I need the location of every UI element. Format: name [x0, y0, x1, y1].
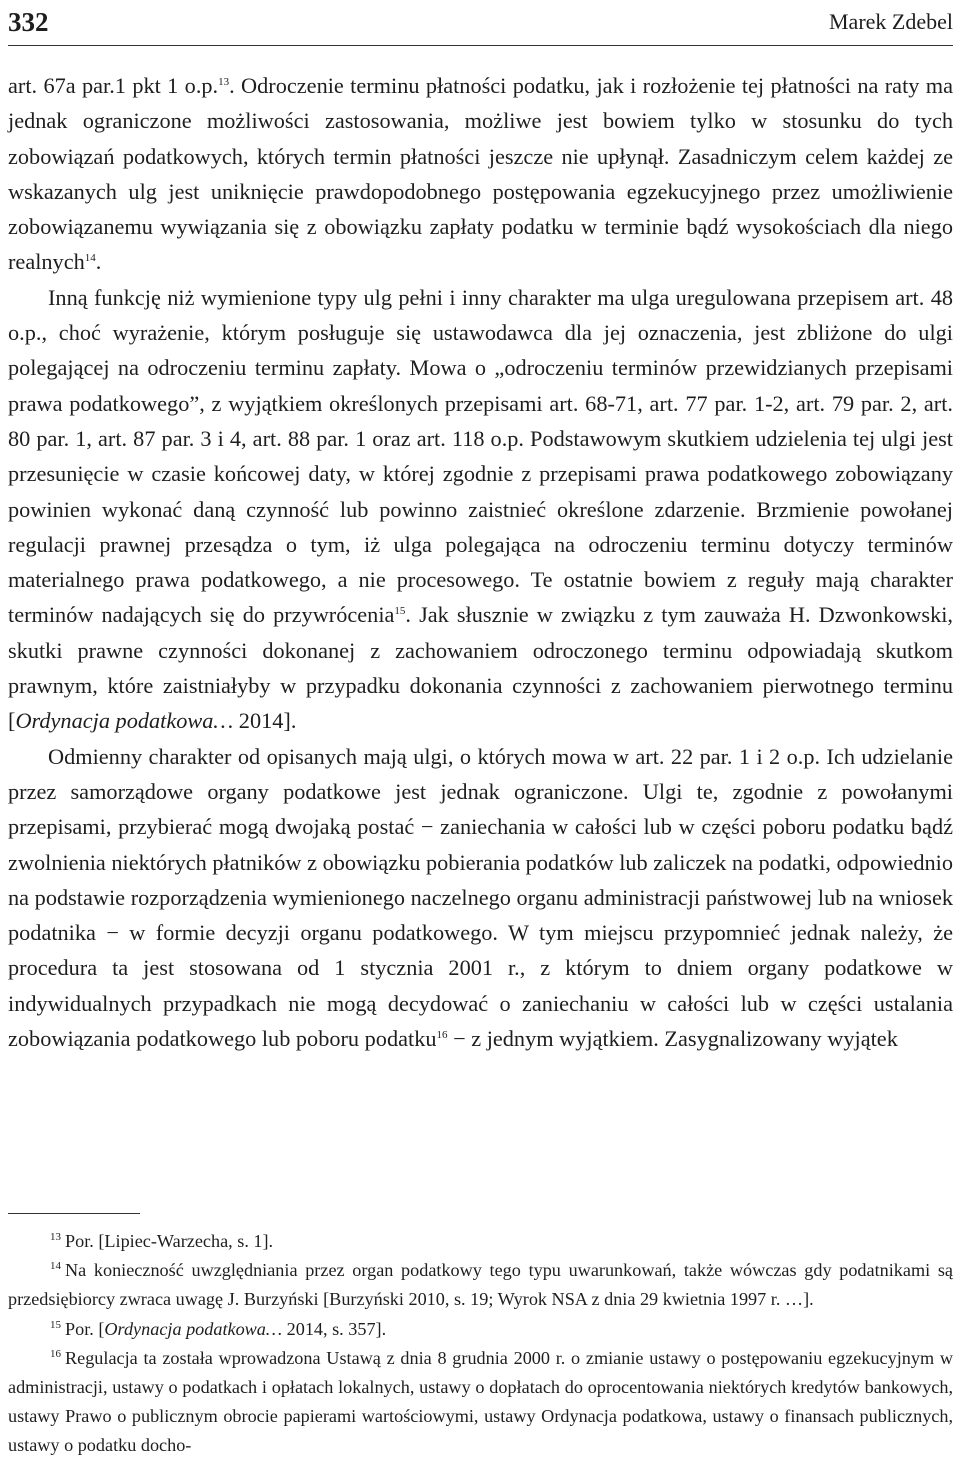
text-run: art. 67a par.1 pkt 1 o.p.: [8, 73, 219, 98]
footnote-reference: 13: [218, 76, 230, 88]
text-run: Na konieczność uwzględniania przez organ podatkowy tego typu uwarunkowań, także wówczas gdy podatnikami są przedsiębiorcy zwraca uwagę J. Burzyński [Burzyński 2010, s. 19; Wyrok NSA z dnia 29 kwietnia 1997 r. …].: [8, 1260, 953, 1310]
text-run: Por. [Lipiec-Warzecha, s. 1].: [65, 1231, 274, 1251]
page-header: [8, 2, 953, 46]
footnote: [8, 1256, 953, 1314]
footnote-number: 14: [50, 1260, 61, 1273]
text-run: − z jednym wyjątkiem. Zasygnalizowany wyjątek: [447, 1026, 898, 1052]
footnote-number: 15: [50, 1318, 61, 1331]
paragraph: [8, 739, 953, 1057]
footnote-reference: 14: [84, 252, 96, 265]
italic-citation: Ordynacja podatkowa…: [15, 708, 234, 734]
body-text: [8, 68, 953, 1056]
paragraph: [8, 280, 953, 739]
footnote-number: 16: [50, 1347, 61, 1360]
text-run: . Odroczenie terminu płatności podatku, jak i rozłożenie tej płatności na raty ma jednak ograniczone możliwości zastosowania, możliwe jest bowiem tylko w stosunku do tych zobowiązań podatkowych, których termin płatności jeszcze nie upłynął. Zasadniczym celem każdej ze wskazanych ulg jest uniknięcie prawdopodobnego postępowania egzekucyjnego przez umożliwienie zobowiązanemu wywiązania się z obowiązku zapłaty podatku w terminie bądź wysokościach dla niego realnych: [8, 73, 954, 275]
text-run: Por. [: [65, 1318, 105, 1339]
footnote-reference: 16: [436, 1029, 448, 1042]
footnote-reference: 15: [394, 605, 406, 618]
footnotes: [8, 1227, 953, 1461]
text-run: . Jak słusznie w związku z tym zauważa H. Dzwonkowski, skutki prawne czynności dokonanej z zachowaniem odroczonego terminu odpowiadają skutkom prawnym, które zaistniałyby w przypadku dokonania czynności z zachowaniem pierwotnego terminu [: [8, 602, 953, 734]
footnote-number: 13: [50, 1231, 61, 1243]
text-run: Odmienny charakter od opisanych mają ulgi, o których mowa w art. 22 par. 1 i 2 o.p. Ich udzielanie przez samorządowe organy podatkowe jest jednak ograniczone. Ulgi te, zgodnie z powołanymi przepisami, przybierać mogą dwojaką postać − zaniechania w całości lub w części poboru podatku bądź zwolnienia niektórych płatników z obowiązku pobierania podatków lub zaliczek na podatki, odpowiednio na podstawie rozporządzenia wymienionego naczelnego organu administracji państwowej lub na wniosek podatnika − w formie decyzji organu podatkowego. W tym miejscu przypomnieć jednak należy, że procedura ta jest stosowana od 1 stycznia 2001 r., z którym to dniem organy podatkowe w indywidualnych przypadkach nie mogą decydować o zaniechaniu w całości lub w części ustalania zobowiązania podatkowego lub poboru podatku: [8, 743, 953, 1052]
page-number: 332: [8, 7, 49, 37]
running-head-author: Marek Zdebel: [829, 9, 953, 34]
text-run: 2014, s. 357].: [282, 1318, 387, 1339]
footnote: [8, 1227, 953, 1256]
footnote: [8, 1315, 953, 1344]
text-run: .: [95, 249, 102, 275]
footnote: [8, 1344, 953, 1461]
footnote-separator: [8, 1213, 140, 1214]
header-rule: [8, 45, 953, 46]
italic-citation: Ordynacja podatkowa…: [104, 1318, 283, 1339]
text-run: Inną funkcję niż wymienione typy ulg pełni i inny charakter ma ulga uregulowana przepisem art. 48 o.p., choć wyrażenie, którym posługuje się ustawodawca dla jej oznaczenia, jest zbliżone do ulgi polegającej na odroczeniu terminu zapłaty. Mowa o „odroczeniu terminów przewidzianych przepisami prawa podatkowego”, z wyjątkiem określonych przepisami art. 68-71, art. 77 par. 1-2, art. 79 par. 2, art. 80 par. 1, art. 87 par. 3 i 4, art. 88 par. 1 oraz art. 118 o.p. Podstawowym skutkiem udzielenia tej ulgi jest przesunięcie w czasie końcowej daty, w której zgodnie z przepisami prawa podatkowego zobowiązany powinien wykonać daną czynność lub powinno zaistnieć określone zdarzenie. Brzmienie powołanej regulacji prawnej przesądza o tym, iż ulga polegająca na odroczeniu terminu dotyczy terminów materialnego prawa podatkowego, a nie procesowego. Te ostatnie bowiem z reguły mają charakter terminów nadających się do przywrócenia: [8, 284, 953, 628]
paragraph: [8, 68, 953, 280]
text-run: 2014].: [233, 708, 297, 734]
text-run: Regulacja ta została wprowadzona Ustawą z dnia 8 grudnia 2000 r. o zmianie ustawy o postępowaniu egzekucyjnym w administracji, ustawy o podatkach i opłatach lokalnych, ustawy o dopłatach do oprocentowania niektórych kredytów bankowych, ustawy Prawo o publicznym obrocie papierami wartościowymi, ustawy Ordynacja podatkowa, ustawy o finansach publicznych, ustawy o podatku docho-: [8, 1347, 953, 1456]
